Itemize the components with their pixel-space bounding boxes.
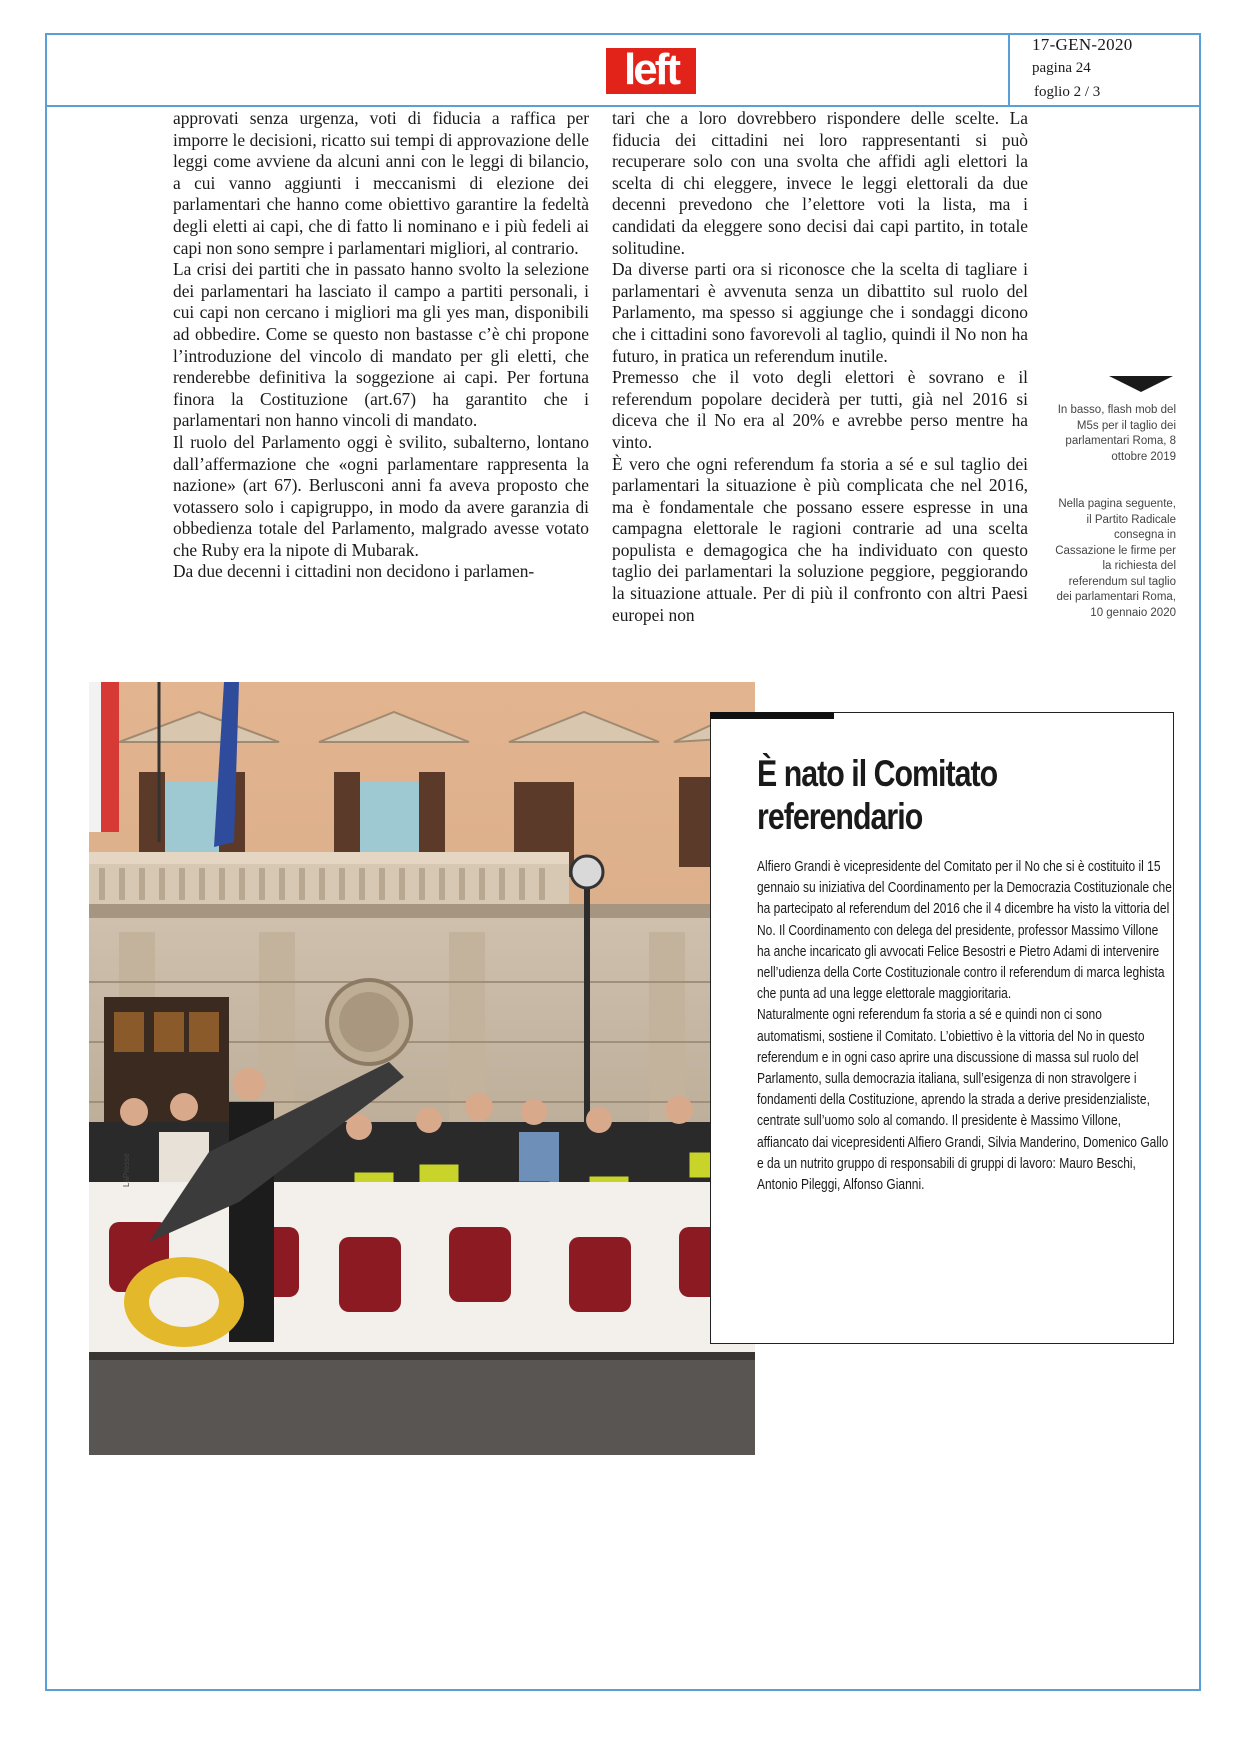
paragraph: La crisi dei partiti che in passato hanno svolto la selezione dei parlamentari ha lasciato il campo a partiti personali, i cui capi non cercano i migliori ma gli yes man, disponibili ad obbedire. Come se questo non bastasse c’è chi propone l’introduzione del vincolo di mandato per gli eletti, che renderebbe definitiva la soggezione ai capi. Per fortuna finora la Costituzione (art.67) ha garantito che i parlamentari non hanno vincoli di mandato. [173,259,589,431]
sidebar-paragraph: Alfiero Grandi è vicepresidente del Comitato per il No che si è costituito il 15 gennaio su iniziativa del Coordinamento per la Democrazia Costituzionale che ha partecipato al referendum del 2016 che il 4 dicembre ha visto la vittoria del No. Il Coordinamento con delega del presidente, professor Massimo Villone ha anche incaricato gli avvocati Felice Besostri e Pietro Adami di intervenire nell’udienza della Corte Costituzionale contro il referendum di marca leghista che punta ad una legge elettorale maggioritaria. [757,858,1172,1003]
caption-arrow-icon [1109,376,1173,392]
left-logo: left [606,48,696,94]
photo-caption-bottom: In basso, flash mob del M5s per il taglio dei parlamentari Roma, 8 ottobre 2019 [1057,404,1176,463]
sidebar-paragraph: Naturalmente ogni referendum fa storia a sé e quindi non ci sono automatismi, sostiene il Comitato. L’obiettivo è la vittoria del No in questo referendum e in ogni caso aprire una discussione di massa sul ruolo del Parlamento, sulla democrazia italiana, sull’esigenza di non stravolgere i fondamenti della Costituzione, aprendo la strada a derive presidenzialiste, centrate sull’uomo solo al comando. Il presidente è Massimo Villone, affiancato dai vicepresidenti Alfiero Grandi, Silvia Manderino, Domenico Gallo e da un nutrito gruppo di responsabili di gruppi di lavoro: Mauro Beschi, Antonio Pileggi, Alfonso Gianni. [757,1006,1169,1194]
photo-credit: LaPresse [122,1153,131,1187]
paragraph: Da diverse parti ora si riconosce che la scelta di tagliare i parlamentari è avvenuta senza un dibattito sul ruolo del Parlamento, ma spesso si aggiunge che i sondaggi dicono che i cittadini sono favorevoli al taglio, quindi il No non ha futuro, in pratica un referendum inutile. [612,259,1028,366]
sidebar-title: È nato il Comitato referendario [757,753,998,837]
sidebar-body [757,856,1173,1195]
article-column-1 [173,108,589,583]
article-column-2 [612,108,1028,626]
photo-caption-next-page: Nella pagina seguente, il Partito Radicale consegna in Cassazione le firme per la richiesta del referendum sul taglio dei parlamentari Roma, 10 gennaio 2020 [1055,498,1176,619]
flash-mob-photo [89,682,755,1455]
sidebar-accent-bar [710,712,834,719]
sheet-number: foglio 2 / 3 [1034,84,1101,100]
paragraph: tari che a loro dovrebbero rispondere delle scelte. La fiducia dei cittadini nei loro rappresentanti si può recuperare solo con una svolta che affidi agli elettori la scelta di chi eleggere, invece le leggi elettorali da due decenni prevedono che l’elettore voti la lista, ma i candidati da eleggere sono decisi dai capi partito, in totale solitudine. [612,108,1028,258]
paragraph: Premesso che il voto degli elettori è sovrano e il referendum popolare deciderà per tutti, già nel 2016 si diceva che il No era al 20% e avrebbe perso mentre ha vinto. [612,367,1028,452]
paragraph: approvati senza urgenza, voti di fiducia a raffica per imporre le decisioni, ricatto sui tempi di approvazione delle leggi come avviene da alcuni anni con le leggi di bilancio, a cui vanno aggiunti i meccanismi di elezione dei parlamentari che hanno come obiettivo garantire la fedeltà degli eletti ai capi, che di fatto li nominano e i più fedeli ai capi non sono sempre i parlamentari migliori, al contrario. [173,108,589,258]
paragraph: Da due decenni i cittadini non decidono i parlamen- [173,561,535,582]
paragraph: È vero che ogni referendum fa storia a sé e sul taglio dei parlamentari la situazione è più complicata che nel 2016, ma è fondamentale che possano essere espresse in una campagna elettorale le ragioni contrarie ad una scelta populista e demagogica che ha individuato con questo taglio dei parlamentari la soluzione peggiore, peggiorando la situazione attuale. Per di più il confronto con altri Paesi europei non [612,453,1028,625]
paragraph: Il ruolo del Parlamento oggi è svilito, subalterno, lontano dall’affermazione che «ogni parlamentare rappresenta la nazione» (art 67). Berlusconi anni fa aveva proposto che votassero solo i capigruppo, in modo da avere garanzia di obbedienza totale del Parlamento, malgrado avesse votato che Ruby era la nipote di Mubarak. [173,431,589,560]
issue-date: 17-GEN-2020 [1032,35,1133,54]
page-number: pagina 24 [1032,60,1091,76]
